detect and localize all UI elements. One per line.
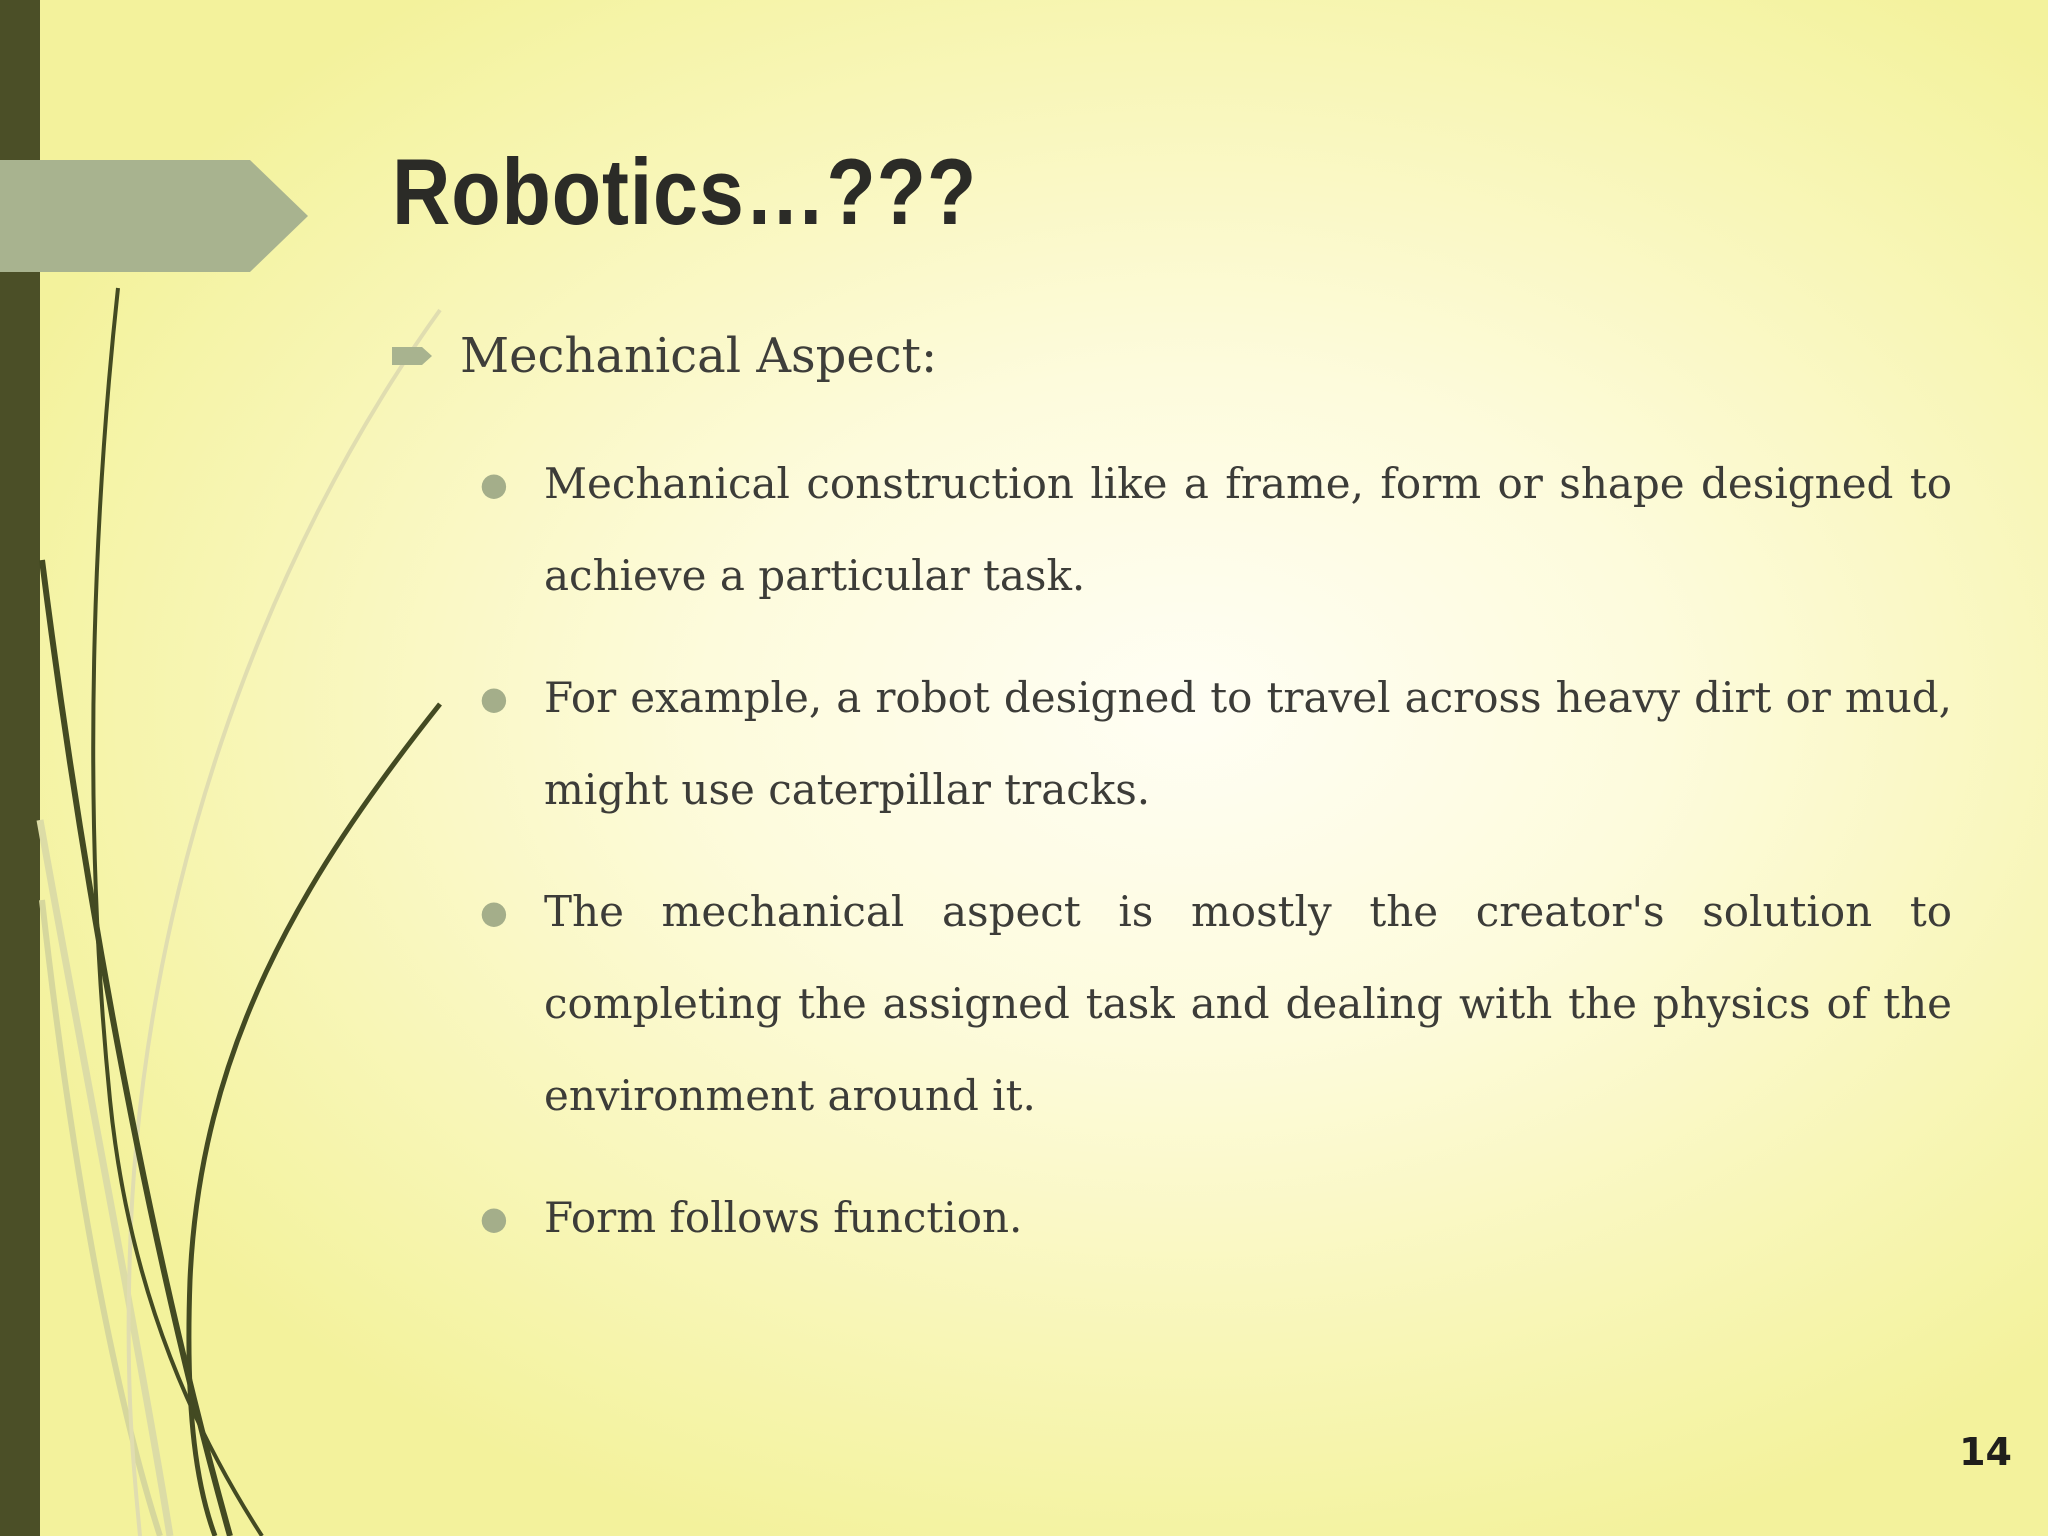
arrow-bullet-icon <box>392 345 434 367</box>
sub-bullet-item <box>470 1172 1952 1264</box>
sub-bullet-text: For example, a robot designed to travel across heavy dirt or mud, might use caterpillar tracks. <box>544 673 1952 814</box>
dot-bullet-icon: ● <box>480 1199 508 1237</box>
page-number: 14 <box>1959 1430 2012 1474</box>
sub-bullet-text: Form follows function. <box>544 1193 1023 1242</box>
dot-bullet-icon: ● <box>480 465 508 503</box>
sub-bullet-item <box>470 438 1952 622</box>
sub-bullet-list <box>470 438 1952 1294</box>
title-arrow-tab <box>0 160 308 272</box>
dot-bullet-icon: ● <box>480 679 508 717</box>
slide-title: Robotics…??? <box>392 139 978 244</box>
sub-bullet-text: Mechanical construction like a frame, form or shape designed to achieve a particular task. <box>544 459 1952 600</box>
sub-bullet-item <box>470 866 1952 1142</box>
level1-bullet-text: Mechanical Aspect: <box>460 328 938 384</box>
sub-bullet-item <box>470 652 1952 836</box>
level1-bullet-item <box>392 328 937 384</box>
sub-bullet-text: The mechanical aspect is mostly the creator's solution to completing the assigned task and dealing with the physics of the environment around it. <box>544 887 1952 1120</box>
dot-bullet-icon: ● <box>480 893 508 931</box>
